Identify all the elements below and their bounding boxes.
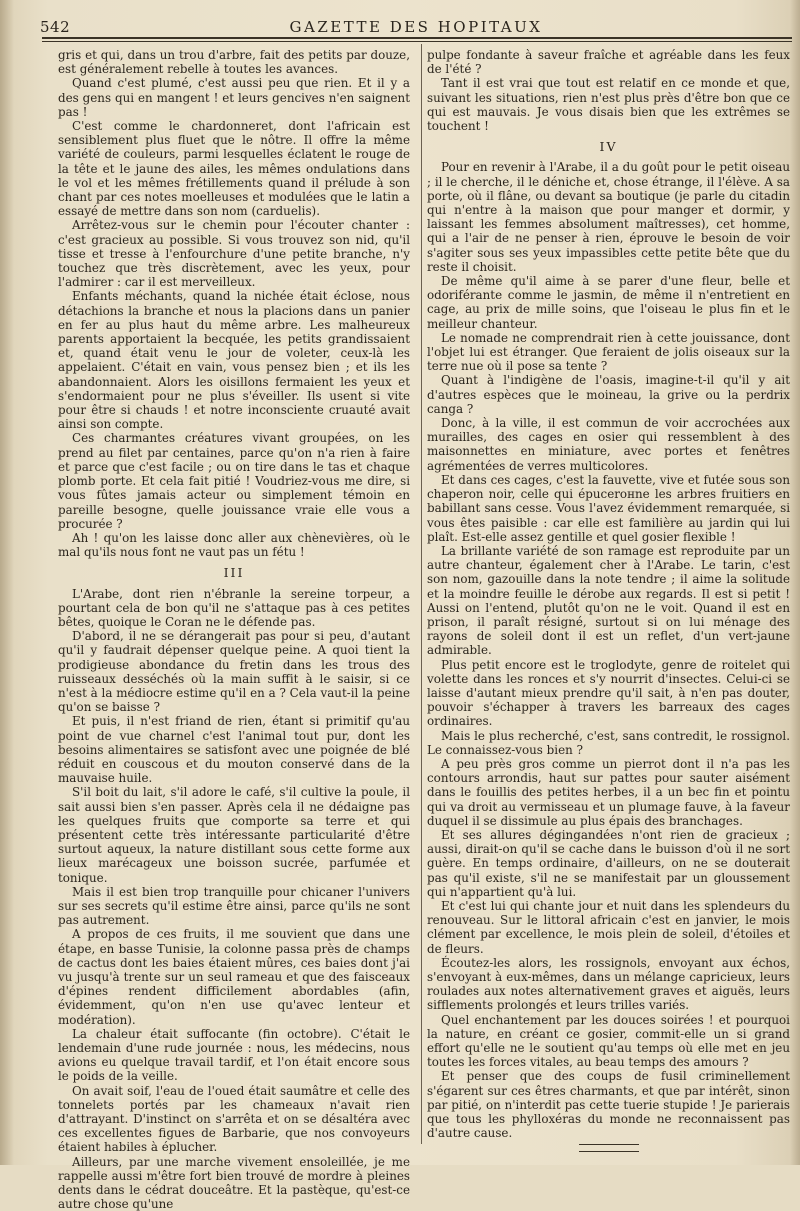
paragraph: Quel enchantement par les douces soirées ! et pourquoi la nature, en créant ce gosier, commit-elle un si grand effort qu'elle ne le soutient qu'au temps où elle met en jeu toutes les forces vitales, au beau temps des amours ? <box>427 1012 790 1070</box>
paragraph: Et c'est lui qui chante jour et nuit dans les splendeurs du renouveau. Sur le littoral africain c'est en janvier, le mois clément par excellence, le mois plein de soleil, d'étoiles et de fleurs. <box>427 898 790 956</box>
paragraph: Enfants méchants, quand la nichée était éclose, nous détachions la branche et nous la placions dans un panier en fer au plus haut du même arbre. Les malheureux parents apportaient la becquée, les petits grandissaient et, quand était venu le jour de voleter, ceux-là les appelaient. C'était en vain, vous pensez bien ; et ils les abandonnaient. Alors les oisillons fermaient les yeux et s'endormaient pour ne plus s'éveiller. Ils usent si vite pour être si chauds ! et notre inconsciente cruauté avait ainsi son compte. <box>58 289 410 432</box>
paragraph: A peu près gros comme un pierrot dont il n'a pas les contours arrondis, haut sur pattes pour sauter aisément dans le fouillis des petites herbes, il a un bec fin et pointu qui va droit au vermisseau et un plumage fauve, à la faveur duquel il se dissimule au plus épais des branchages. <box>427 756 790 828</box>
paragraph: La brillante variété de son ramage est reproduite par un autre chanteur, également cher à l'Arabe. Le tarin, c'est son nom, gazouille dans la note tendre ; il aime la solitude et la moindre feuille le dérobe aux regards. Il est si petit ! Aussi on l'entend, plutôt qu'on ne le voit. Quand il est en prison, il paraît résigné, surtout si on lui ménage des rayons de soleil dont il est un reflet, d'un vert-jaune admirable. <box>427 543 790 658</box>
right-edge-shadow <box>790 0 800 1165</box>
paragraph: Ces charmantes créatures vivant groupées, on les prend au filet par centaines, parce qu'on n'a rien à faire et parce que c'est facile ; ou on tire dans le tas et chaque plomb porte. Et cela fait pitié ! Voudriez-vous me dire, si vous fûtes jamais acteur ou simplement témoin en pareille besogne, quelle jouissance vraie elle vous a procurée ? <box>58 431 410 531</box>
paragraph: Ailleurs, par une marche vivement ensoleillée, je me rappelle aussi m'être fort bien trouvé de mordre à pleines dents dans le cédrat douceâtre. Et la pastèque, qu'est-ce autre chose qu'une <box>58 1154 410 1211</box>
paragraph: Le nomade ne comprendrait rien à cette jouissance, dont l'objet lui est étranger. Que feraient de jolis oiseaux sur la terre nue où il pose sa tente ? <box>427 330 790 374</box>
binding-shadow <box>0 0 14 1165</box>
paragraph: Et ses allures dégingandées n'ont rien de gracieux ; aussi, dirait-on qu'il se cache dans le buisson d'où il ne sort guère. En temps ordinaire, d'ailleurs, on ne se douterait pas qu'il existe, s'il ne se manifestait par un gloussement qui n'appartient qu'à lui. <box>427 827 790 899</box>
paragraph: Mais il est bien trop tranquille pour chicaner l'univers sur ses secrets qu'il estime être ainsi, parce qu'ils ne sont pas autrement. <box>58 884 410 928</box>
paragraph: Et penser que des coups de fusil criminellement s'égarent sur ces êtres charmants, et que par intérêt, sinon par pitié, on n'interdit pas cette tuerie stupide ! Je parierais que tous les phylloxéras du monde ne reconnaissent pas d'autre cause. <box>427 1069 790 1141</box>
paragraph: Tant il est vrai que tout est relatif en ce monde et que, suivant les situations, rien n'est plus près d'être bon que ce qui est mauvais. Je vous disais bien que les extrêmes se touchent ! <box>427 76 790 134</box>
paragraph: gris et qui, dans un trou d'arbre, fait des petits par douze, est généralement rebelle à toutes les avances. <box>58 48 410 77</box>
end-ornament-rule <box>579 1144 639 1152</box>
paragraph: S'il boit du lait, s'il adore le café, s'il cultive la poule, il sait aussi bien s'en passer. Après cela il ne dédaigne pas les quelques fruits que comporte sa terre et qui présentent cette très intéressante particularité d'être surtout aqueux, la nature distillant sous cette forme aux lieux marécageux une boisson sucrée, parfumée et tonique. <box>58 785 410 885</box>
section-heading-iii: III <box>223 565 245 581</box>
paragraph: De même qu'il aime à se parer d'une fleur, belle et odoriférante comme le jasmin, de même il n'entretient en cage, au prix de mille soins, que l'oiseau le plus fin et le meilleur chanteur. <box>427 274 790 331</box>
paragraph: Pour en revenir à l'Arabe, il a du goût pour le petit oiseau ; il le cherche, il le déniche et, chose étrange, il l'élève. A sa porte, où il flâne, ou devant sa boutique (je parle du citadin qui n'entre à la maison que pour manger et dormir, y laissant les femmes absolument maîtresses), cet homme, qui a l'air de ne penser à rien, éprouve le besoin de voir s'agiter sous ses yeux impassibles cette petite bête que du reste il choisit. <box>427 160 790 274</box>
paragraph: Quant à l'indigène de l'oasis, imagine-t-il qu'il y ait d'autres espèces que le moineau, la grive ou la perdrix canga ? <box>427 373 790 416</box>
paragraph: Quand c'est plumé, c'est aussi peu que rien. Et il y a des gens qui en mangent ! et leurs gencives n'en saignent pas ! <box>58 76 410 119</box>
paragraph: D'abord, il ne se dérangerait pas pour si peu, d'autant qu'il y faudrait dépenser quelque peine. A quoi tient la prodigieuse abondance du fretin dans les trous des ruisseaux desséchés où la main suffit à le saisir, si ce n'est à la médiocre estime qu'il en a ? Cela vaut-il la peine qu'on se baisse ? <box>58 629 410 715</box>
right-column <box>427 48 790 1152</box>
paragraph: L'Arabe, dont rien n'ébranle la sereine torpeur, a pourtant cela de bon qu'il ne s'attaque pas à ces petites bêtes, quoique le Coran ne le défende pas. <box>58 586 410 629</box>
column-divider <box>421 44 422 1144</box>
section-heading-iv: IV <box>599 139 618 155</box>
paragraph: Plus petit encore est le troglodyte, genre de roitelet qui volette dans les ronces et s'y nourrit d'insectes. Celui-ci se laisse d'autant mieux prendre qu'il sait, à n'en pas douter, pouvoir s'échapper à travers les barreaux des cages ordinaires. <box>427 657 790 729</box>
paragraph: Arrêtez-vous sur le chemin pour l'écouter chanter : c'est gracieux au possible. Si vous trouvez son nid, qu'il tisse et tresse à l'enfourchure d'une petite branche, n'y touchez que très discrètement, avec les yeux, pour l'admirer : car il est merveilleux. <box>58 218 410 290</box>
header-rule-thin <box>42 41 792 42</box>
paragraph: pulpe fondante à saveur fraîche et agréable dans les feux de l'été ? <box>427 48 790 77</box>
paragraph: Ah ! qu'on les laisse donc aller aux chènevières, où le mal qu'ils nous font ne vaut pas un fétu ! <box>58 530 410 560</box>
page-number: 542 <box>40 18 71 36</box>
paragraph: Donc, à la ville, il est commun de voir accrochées aux murailles, des cages en osier qui ressemblent à des maisonnettes en miniature, avec portes et fenêtres agrémentées de verres multicolores. <box>427 416 790 473</box>
page-header <box>40 14 792 36</box>
paragraph: Et puis, il n'est friand de rien, étant si primitif qu'au point de vue charnel c'est l'animal tout pur, dont les besoins alimentaires se satisfont avec une poignée de blé réduit en couscous et du mouton conservé dans de la mauvaise huile. <box>58 714 410 786</box>
header-rule <box>42 37 792 39</box>
paragraph: C'est comme le chardonneret, dont l'africain est sensiblement plus fluet que le nôtre. Il offre la même variété de couleurs, parmi lesquelles éclatent le rouge de la tête et le jaune des ailes, les mêmes ondulations dans le vol et les mêmes frétillements quand il prélude à son chant par ces notes moelleuses et modulées que le latin a essayé de mettre dans son nom (carduelis). <box>58 119 410 219</box>
paragraph: A propos de ces fruits, il me souvient que dans une étape, en basse Tunisie, la colonne passa près de champs de cactus dont les baies étaient mûres, ces baies dont j'ai vu jusqu'à trente sur un seul rameau et que des faisceaux d'épines rendent difficilement abordables (afin, évidemment, qu'on n'en use qu'avec lenteur et modération). <box>58 927 410 1027</box>
paragraph: Écoutez-les alors, les rossignols, envoyant aux échos, s'envoyant à eux-mêmes, dans un mélange capricieux, leurs roulades aux notes alternativement graves et aiguës, leurs sifflements prolongés et leurs trilles variés. <box>427 955 790 1013</box>
paragraph: Mais le plus recherché, c'est, sans contredit, le rossignol. Le connaissez-vous bien ? <box>427 728 790 757</box>
paragraph: La chaleur était suffocante (fin octobre). C'était le lendemain d'une rude journée : nous, les médecins, nous avions eu quelque travail tardif, et l'on était encore sous le poids de la veille. <box>58 1026 410 1084</box>
left-column <box>58 48 410 1211</box>
paragraph: On avait soif, l'eau de l'oued était saumâtre et celle des tonnelets portés par les chameaux n'avait rien d'attrayant. D'instinct on s'arrêta et on se désaltéra avec ces excellentes figues de Barbarie, que nos convoyeurs étaient habiles à éplucher. <box>58 1083 410 1155</box>
paragraph: Et dans ces cages, c'est la fauvette, vive et futée sous son chaperon noir, celle qui épucerонne les arbres fruitiers en babillant sans cesse. Vous l'avez évidemment remarquée, si vous êtes paisible : car elle est familière au jardin qui lui plaît. Est-elle assez gentille et quel gosier flexible ! <box>427 472 790 544</box>
running-title: GAZETTE DES HOPITAUX <box>289 18 543 36</box>
